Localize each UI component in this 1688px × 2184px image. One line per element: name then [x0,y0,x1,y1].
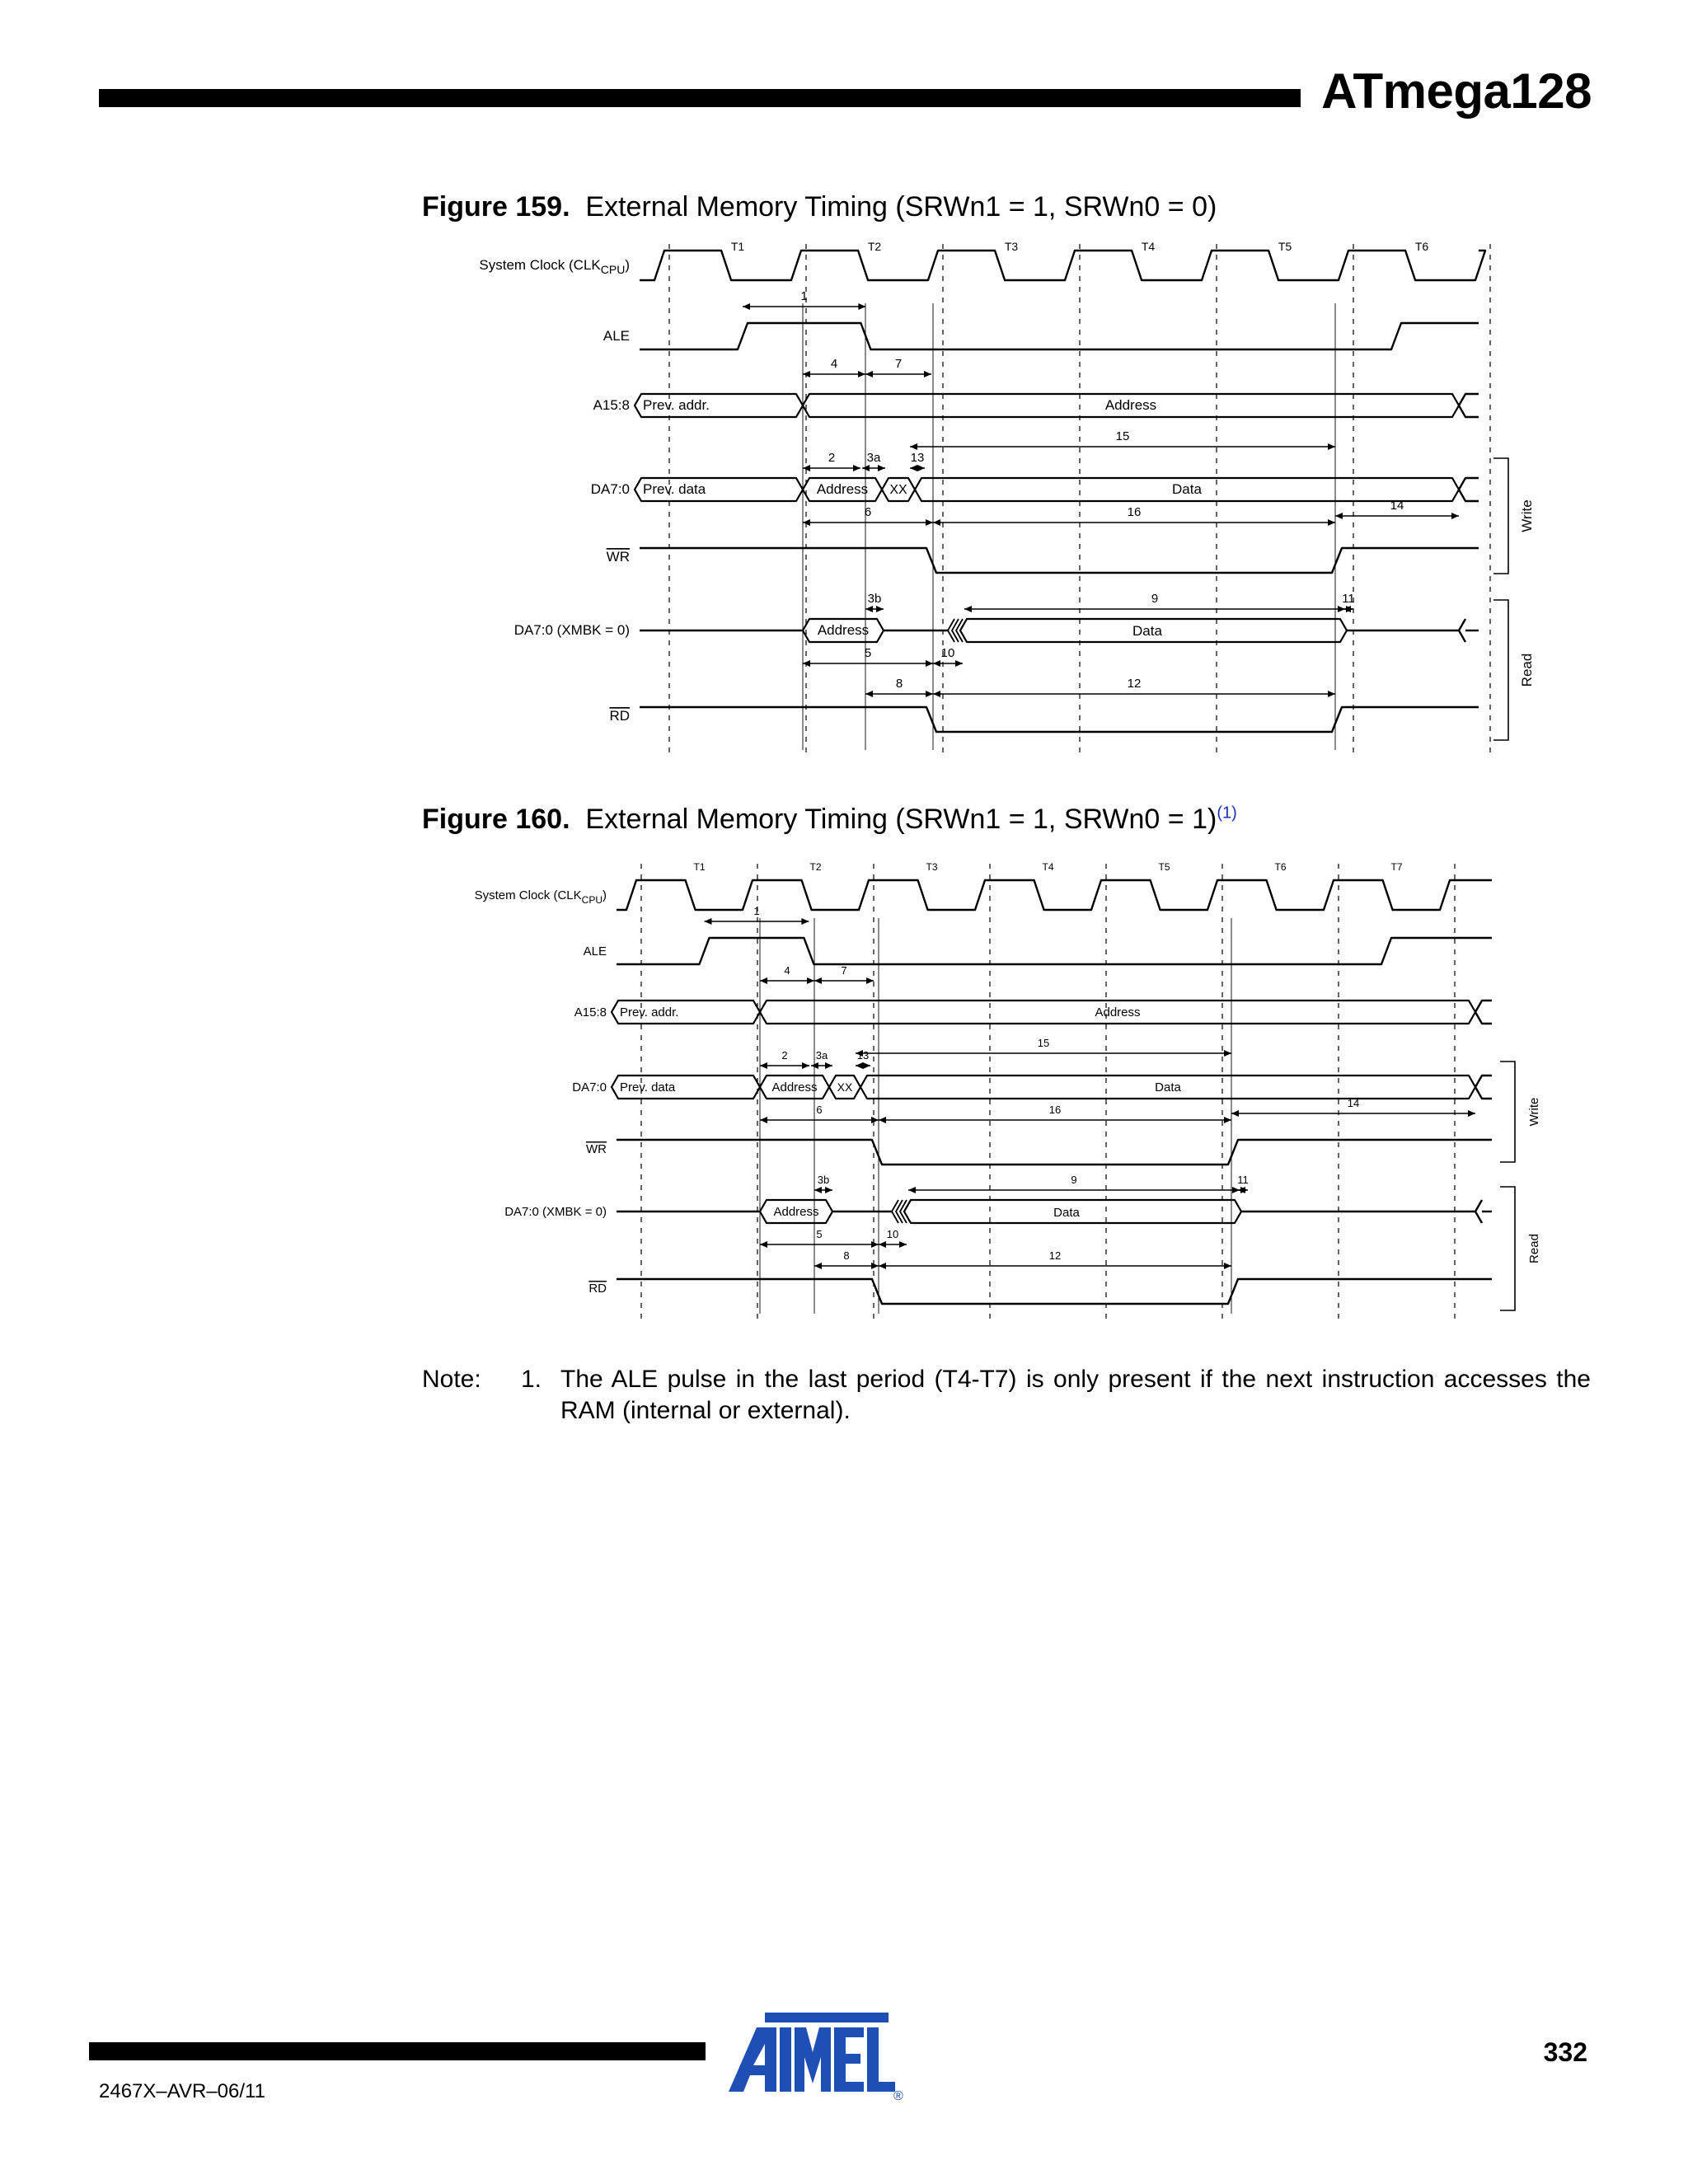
arrowhead [825,1062,832,1069]
system-clock-waveform [640,251,1485,280]
timing-param-13: 13 [910,451,925,465]
footer-rule [89,2042,706,2060]
timing-param-9: 9 [1071,1174,1077,1186]
arrowhead [871,1263,879,1269]
arrowhead [1231,1110,1239,1117]
arrowhead [1328,691,1335,697]
period-label-t4: T4 [1042,861,1054,873]
timing-param-15: 15 [1037,1037,1050,1049]
rd-waveform [640,707,1479,732]
read-group-bracket [1493,600,1508,740]
signal-label-ale: ALE [583,944,607,958]
period-label-t4: T4 [1141,240,1156,253]
document-title: ATmega128 [1321,63,1592,119]
figure-160-timing-diagram [0,854,1688,1324]
timing-param-1: 1 [753,905,760,917]
ale-waveform [617,938,1492,964]
da7x-address-label: Address [817,622,870,638]
signal-label-a15-8: A15:8 [593,397,630,413]
arrowhead [814,1187,822,1193]
timing-param-14: 14 [1390,499,1404,513]
arrowhead [910,443,917,450]
wr-waveform [640,548,1479,573]
da7-bus-tail [1459,490,1479,501]
signal-label-rd: RD [609,708,630,724]
period-label-t3: T3 [1004,240,1019,253]
da7x-bus-tail [1475,1200,1482,1223]
timing-param-11: 11 [1342,592,1355,606]
signal-label-da7-0-xmbk: DA7:0 (XMBK = 0) [504,1205,607,1219]
arrowhead [743,303,750,310]
da7x-address-label: Address [773,1205,819,1219]
timing-param-12: 12 [1048,1249,1062,1262]
arrowhead [926,660,933,667]
read-group-bracket [1500,1187,1515,1310]
signal-label-ale: ALE [603,328,630,344]
arrowhead [1328,519,1335,526]
header-rule [99,89,1301,107]
arrowhead [760,1062,767,1069]
timing-param-9: 9 [1151,592,1159,606]
timing-param-4: 4 [784,964,790,977]
arrowhead [760,1241,767,1248]
timing-param-1: 1 [800,289,808,303]
arrowhead [917,465,925,471]
atmel-logo [725,2011,907,2102]
timing-param-8: 8 [895,677,903,691]
write-group-bracket [1500,1062,1515,1162]
timing-param-7: 7 [841,964,847,977]
rd-waveform [617,1279,1492,1304]
signal-label-wr: WR [586,1142,607,1156]
period-label-t3: T3 [926,861,938,873]
figure-160-title: External Memory Timing (SRWn1 = 1, SRWn0 = 1) [585,804,1217,835]
da7-bus-tail [1475,1076,1492,1087]
read-group-label: Read [1527,1234,1541,1263]
timing-param-6: 6 [816,1104,823,1116]
signal-label-a15-8: A15:8 [574,1005,607,1019]
a15-bus-tail [1459,405,1479,417]
arrowhead [1335,513,1343,519]
arrowhead [853,465,860,471]
arrowhead [858,371,865,377]
arrowhead [705,918,712,925]
write-group-bracket [1493,458,1508,574]
timing-param-15: 15 [1115,429,1130,443]
arrowhead [865,691,873,697]
period-label-t5: T5 [1278,240,1292,253]
arrowhead [825,1187,832,1193]
arrowhead [879,1241,886,1248]
da7x-bus-tail [1459,619,1465,642]
arrowhead [814,1263,822,1269]
timing-param-3a: 3a [815,1049,828,1062]
arrowhead [879,1117,886,1123]
da7-bus-tail [1459,478,1479,490]
da7-xx-label: XX [837,1080,853,1094]
da7-prev-data-label: Prev. data [620,1080,676,1094]
a15-address-label: Address [1095,1005,1141,1019]
a15-address-label: Address [1104,397,1157,413]
arrowhead [926,519,933,526]
timing-param-2: 2 [781,1049,788,1062]
wr-waveform [617,1140,1492,1165]
timing-param-5: 5 [816,1228,823,1240]
timing-param-2: 2 [828,451,836,465]
arrowhead [933,660,940,667]
timing-param-14: 14 [1347,1097,1360,1109]
period-label-t5: T5 [1158,861,1170,873]
arrowhead [878,465,885,471]
period-label-t6: T6 [1414,240,1429,253]
page-number: 332 [1543,2037,1587,2067]
arrowhead [1224,1263,1231,1269]
arrowhead [955,660,963,667]
arrowhead [964,606,972,612]
arrowhead [1468,1110,1475,1117]
timing-param-4: 4 [830,357,838,371]
arrowhead [1451,513,1459,519]
write-group-label: Write [1527,1097,1541,1127]
arrowhead [856,1062,863,1069]
signal-label-system-clock: System Clock $(CLK_{CPU})$ [474,888,607,906]
timing-param-16: 16 [1048,1104,1062,1116]
arrowhead [760,977,767,984]
da7x-data-label: Data [1053,1206,1080,1220]
da7-address-label: Address [816,481,869,497]
timing-param-16: 16 [1127,505,1142,519]
figure-159-timing-diagram [0,231,1688,766]
timing-param-10: 10 [940,646,955,660]
arrowhead [760,1117,767,1123]
arrowhead [899,1241,907,1248]
signal-label-da7-0: DA7:0 [590,481,630,497]
arrowhead [865,606,873,612]
arrowhead [926,691,933,697]
arrowhead [866,977,874,984]
note-number: 1. [521,1366,542,1393]
period-label-t2: T2 [867,240,882,253]
arrowhead [910,465,917,471]
da7x-data-uncertain-edge [948,619,954,642]
period-label-t1: T1 [693,861,706,873]
arrowhead [1224,1117,1231,1123]
arrowhead [814,977,822,984]
a15-prev-addr-label: Prev. addr. [620,1005,679,1019]
arrowhead [908,1187,916,1193]
signal-label-rd: RD [588,1282,607,1296]
timing-param-3a: 3a [866,451,881,465]
a15-prev-addr-label: Prev. addr. [643,397,710,413]
arrowhead [924,371,931,377]
da7x-data-uncertain-edge [892,1200,898,1223]
arrowhead [801,918,809,925]
timing-param-5: 5 [864,646,872,660]
timing-param-12: 12 [1127,677,1142,691]
da7-address-label: Address [771,1080,818,1094]
arrowhead [871,1241,879,1248]
da7-data-label: Data [1172,481,1202,497]
arrowhead [862,465,870,471]
a15-bus-tail [1475,1012,1492,1024]
timing-param-7: 7 [894,357,903,371]
system-clock-waveform [617,880,1492,910]
footnote-ref[interactable]: (1) [1217,804,1237,823]
figure-159-title: External Memory Timing (SRWn1 = 1, SRWn0 = 0) [585,191,1217,223]
timing-param-11: 11 [1237,1174,1249,1186]
arrowhead [802,1062,809,1069]
arrowhead [1224,1050,1231,1057]
arrowhead [933,519,940,526]
timing-param-3b: 3b [867,592,882,606]
signal-label-system-clock: System Clock $(CLK_{CPU})$ [479,257,630,276]
signal-label-da7-0-xmbk: DA7:0 (XMBK = 0) [513,622,630,638]
arrowhead [811,1062,818,1069]
atmel-logo-mark [729,2013,895,2092]
period-label-t6: T6 [1274,861,1287,873]
figure-159-caption [422,191,1217,223]
timing-param-13: 13 [856,1049,870,1062]
arrowhead [858,303,865,310]
da7-xx-label: XX [889,483,907,497]
note-label: Note: [422,1366,481,1393]
period-label-t1: T1 [730,240,745,253]
arrowhead [879,1263,886,1269]
da7x-data-label: Data [1132,623,1162,639]
arrowhead [807,977,814,984]
timing-param-8: 8 [843,1249,850,1262]
da7-prev-data-label: Prev. data [643,481,706,497]
arrowhead [871,1117,879,1123]
arrowhead [863,1062,870,1069]
timing-param-10: 10 [886,1228,899,1240]
figure-160-number: Figure 160. [422,804,570,835]
registered-mark: ® [893,2089,903,2102]
document-code: 2467X–AVR–06/11 [99,2080,265,2102]
period-label-t7: T7 [1390,861,1403,873]
note-text: The ALE pulse in the last period (T4-T7) is only present if the next instruction accesses the RAM (internal or external). [560,1366,1591,1424]
write-group-label: Write [1519,499,1535,532]
ale-waveform [640,323,1479,349]
signal-label-da7-0: DA7:0 [572,1080,607,1094]
arrowhead [865,371,873,377]
signal-label-wr: WR [606,549,630,565]
period-label-t2: T2 [809,861,822,873]
arrowhead [876,606,884,612]
da7-bus-tail [1475,1087,1492,1099]
read-group-label: Read [1519,653,1535,687]
arrowhead [1328,443,1335,450]
timing-param-6: 6 [864,505,872,519]
a15-bus-tail [1459,394,1479,405]
a15-bus-tail [1475,1001,1492,1012]
arrowhead [933,691,940,697]
da7-data-label: Data [1155,1080,1181,1094]
figure-160-caption [422,804,1237,836]
timing-param-3b: 3b [817,1174,830,1186]
figure-159-number: Figure 159. [422,191,570,223]
